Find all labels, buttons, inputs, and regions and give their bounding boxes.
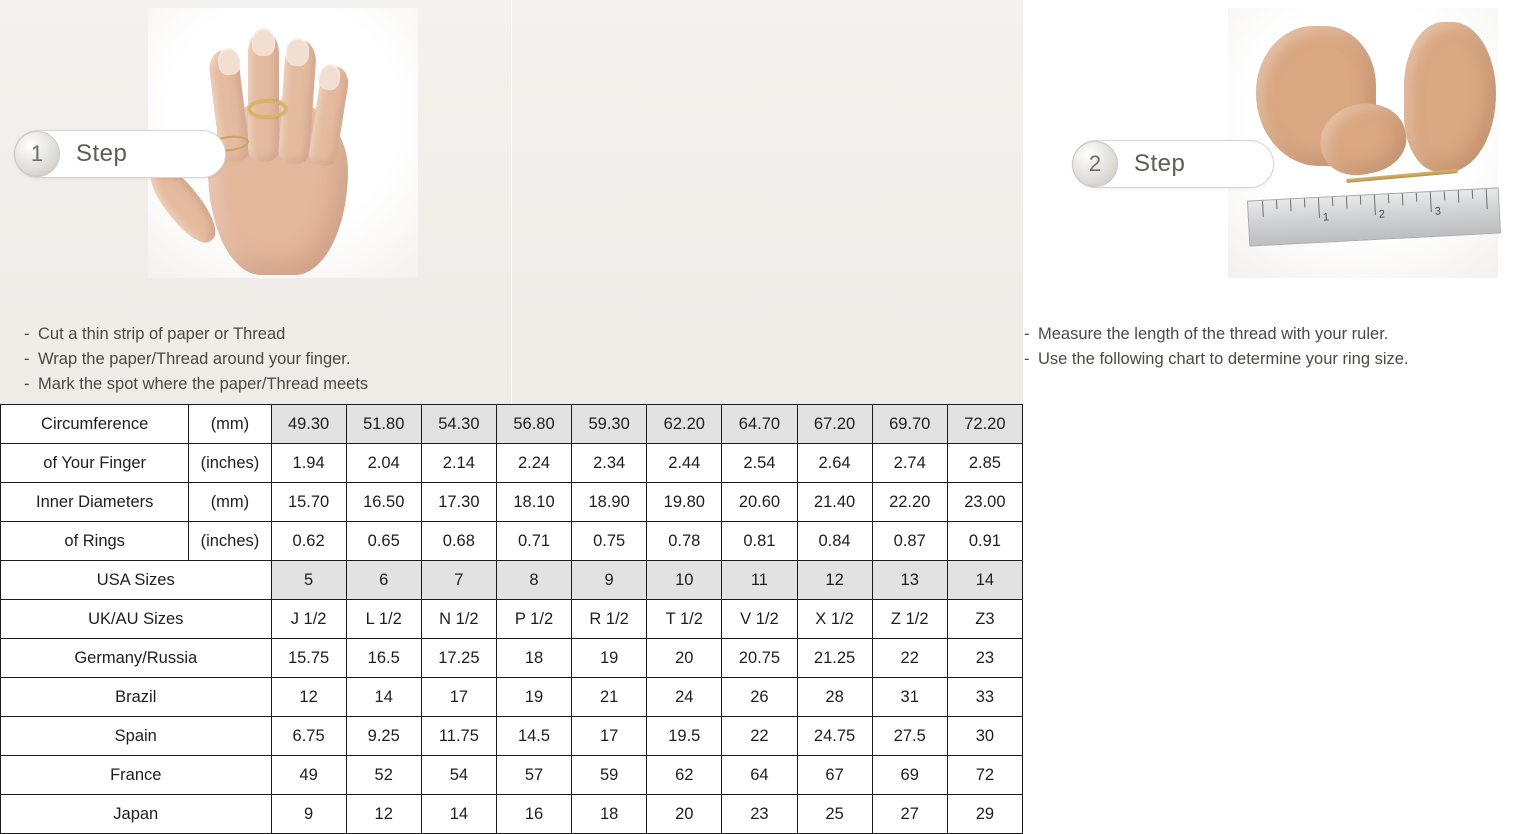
table-row	[1, 678, 1023, 717]
table-row	[1, 600, 1023, 639]
cell: 7	[421, 561, 496, 600]
step-1-label: Step	[76, 140, 128, 167]
cell: 2.14	[421, 444, 496, 483]
table-row	[1, 795, 1023, 834]
cell: 8	[496, 561, 571, 600]
cell: 23	[947, 639, 1022, 678]
cell: 1.94	[271, 444, 346, 483]
row-label-inner-diameters-2: of Rings	[1, 522, 189, 561]
cell: 18	[572, 795, 647, 834]
cell: 0.91	[947, 522, 1022, 561]
step-1-badge	[14, 130, 226, 178]
cell: T 1/2	[647, 600, 722, 639]
cell: 11	[722, 561, 797, 600]
cell: 22.20	[872, 483, 947, 522]
cell: 2.24	[496, 444, 571, 483]
cell: 51.80	[346, 405, 421, 444]
table-row	[1, 639, 1023, 678]
row-label-usa-sizes: USA Sizes	[1, 561, 272, 600]
cell: 17	[421, 678, 496, 717]
cell: 0.87	[872, 522, 947, 561]
cell: 19	[572, 639, 647, 678]
cell: 64.70	[722, 405, 797, 444]
cell: 0.84	[797, 522, 872, 561]
row-label-germany-russia: Germany/Russia	[1, 639, 272, 678]
cell: 26	[722, 678, 797, 717]
cell: 69	[872, 756, 947, 795]
cell: 22	[722, 717, 797, 756]
cell: 13	[872, 561, 947, 600]
cell: P 1/2	[496, 600, 571, 639]
cell: 18	[496, 639, 571, 678]
cell: 18.10	[496, 483, 571, 522]
cell: 30	[947, 717, 1022, 756]
row-label-brazil: Brazil	[1, 678, 272, 717]
cell: 5	[271, 561, 346, 600]
step-2-badge	[1072, 140, 1274, 188]
row-label-japan: Japan	[1, 795, 272, 834]
cell: R 1/2	[572, 600, 647, 639]
cell: 23.00	[947, 483, 1022, 522]
cell: 17.25	[421, 639, 496, 678]
cell: 12	[271, 678, 346, 717]
cell: 54	[421, 756, 496, 795]
cell: J 1/2	[271, 600, 346, 639]
cell: 20.60	[722, 483, 797, 522]
row-unit: (mm)	[189, 405, 271, 444]
cell: 67	[797, 756, 872, 795]
step-1-number: 1	[14, 131, 60, 177]
cell: 28	[797, 678, 872, 717]
cell: 15.75	[271, 639, 346, 678]
step-2-bullet-1: - Measure the length of the thread with your ruler.	[1024, 325, 1389, 343]
step-2-instructions	[1024, 322, 1524, 372]
cell: 16	[496, 795, 571, 834]
step-1-bullet-1: - Cut a thin strip of paper or Thread	[24, 325, 286, 343]
row-label-circumference: Circumference	[1, 405, 189, 444]
cell: 14	[346, 678, 421, 717]
cell: 15.70	[271, 483, 346, 522]
cell: 9	[271, 795, 346, 834]
cell: 62	[647, 756, 722, 795]
cell: 9.25	[346, 717, 421, 756]
cell: 14	[947, 561, 1022, 600]
cell: 17	[572, 717, 647, 756]
step-2-number: 2	[1072, 141, 1118, 187]
step-2-panel	[512, 0, 1442, 404]
cell: L 1/2	[346, 600, 421, 639]
row-unit: (mm)	[189, 483, 271, 522]
cell: 22	[872, 639, 947, 678]
cell: 2.44	[647, 444, 722, 483]
cell: 57	[496, 756, 571, 795]
cell: 59.30	[572, 405, 647, 444]
cell: 2.85	[947, 444, 1022, 483]
cell: 20	[647, 795, 722, 834]
cell: 52	[346, 756, 421, 795]
cell: 59	[572, 756, 647, 795]
cell: 20	[647, 639, 722, 678]
cell: 16.50	[346, 483, 421, 522]
cell: 33	[947, 678, 1022, 717]
table-row	[1, 405, 1023, 444]
cell: 56.80	[496, 405, 571, 444]
row-label-france: France	[1, 756, 272, 795]
cell: 25	[797, 795, 872, 834]
cell: Z3	[947, 600, 1022, 639]
cell: 12	[346, 795, 421, 834]
cell: 0.68	[421, 522, 496, 561]
cell: 72.20	[947, 405, 1022, 444]
cell: 19.5	[647, 717, 722, 756]
cell: 67.20	[797, 405, 872, 444]
row-label-spain: Spain	[1, 717, 272, 756]
cell: 29	[947, 795, 1022, 834]
cell: 21	[572, 678, 647, 717]
ruler-mark-2: 2	[1378, 208, 1386, 221]
cell: 2.74	[872, 444, 947, 483]
cell: N 1/2	[421, 600, 496, 639]
cell: 24.75	[797, 717, 872, 756]
cell: 0.71	[496, 522, 571, 561]
cell: 6.75	[271, 717, 346, 756]
cell: 23	[722, 795, 797, 834]
cell: 11.75	[421, 717, 496, 756]
cell: 2.34	[572, 444, 647, 483]
ring-size-table	[0, 404, 1023, 834]
cell: 27	[872, 795, 947, 834]
cell: 0.75	[572, 522, 647, 561]
cell: 12	[797, 561, 872, 600]
table-row	[1, 444, 1023, 483]
cell: 21.25	[797, 639, 872, 678]
cell: 18.90	[572, 483, 647, 522]
cell: 64	[722, 756, 797, 795]
ruler-mark-1: 1	[1322, 211, 1330, 224]
ruler-mark-3: 3	[1434, 205, 1442, 218]
cell: 24	[647, 678, 722, 717]
ring-on-finger	[248, 100, 287, 118]
table-row	[1, 717, 1023, 756]
cell: 2.04	[346, 444, 421, 483]
cell: V 1/2	[722, 600, 797, 639]
instructions-section	[0, 0, 1442, 404]
cell: 21.40	[797, 483, 872, 522]
cell: 14	[421, 795, 496, 834]
cell: 69.70	[872, 405, 947, 444]
table-row	[1, 756, 1023, 795]
cell: 20.75	[722, 639, 797, 678]
cell: 0.78	[647, 522, 722, 561]
step-2-label: Step	[1134, 150, 1186, 177]
row-unit: (inches)	[189, 522, 271, 561]
cell: 31	[872, 678, 947, 717]
cell: X 1/2	[797, 600, 872, 639]
step-1-bullet-3: - Mark the spot where the paper/Thread meets	[24, 375, 369, 393]
cell: 0.81	[722, 522, 797, 561]
cell: Z 1/2	[872, 600, 947, 639]
row-label-inner-diameters: Inner Diameters	[1, 483, 189, 522]
cell: 2.64	[797, 444, 872, 483]
cell: 6	[346, 561, 421, 600]
step-1-instructions	[24, 322, 494, 397]
cell: 72	[947, 756, 1022, 795]
ruler-illustration	[1228, 8, 1498, 278]
table-row	[1, 522, 1023, 561]
cell: 62.20	[647, 405, 722, 444]
step-1-bullet-2: - Wrap the paper/Thread around your finger.	[24, 350, 351, 368]
row-label-uk-au-sizes: UK/AU Sizes	[1, 600, 272, 639]
cell: 0.62	[271, 522, 346, 561]
cell: 17.30	[421, 483, 496, 522]
cell: 19	[496, 678, 571, 717]
cell: 9	[572, 561, 647, 600]
table-row	[1, 483, 1023, 522]
step-2-bullet-2: - Use the following chart to determine your ring size.	[1024, 350, 1409, 368]
cell: 49.30	[271, 405, 346, 444]
cell: 16.5	[346, 639, 421, 678]
row-label-circumference-2: of Your Finger	[1, 444, 189, 483]
cell: 27.5	[872, 717, 947, 756]
cell: 14.5	[496, 717, 571, 756]
step-2-photo	[1228, 8, 1498, 278]
row-unit: (inches)	[189, 444, 271, 483]
cell: 19.80	[647, 483, 722, 522]
cell: 54.30	[421, 405, 496, 444]
cell: 49	[271, 756, 346, 795]
step-1-panel	[0, 0, 511, 404]
table-row	[1, 561, 1023, 600]
cell: 10	[647, 561, 722, 600]
cell: 2.54	[722, 444, 797, 483]
cell: 0.65	[346, 522, 421, 561]
